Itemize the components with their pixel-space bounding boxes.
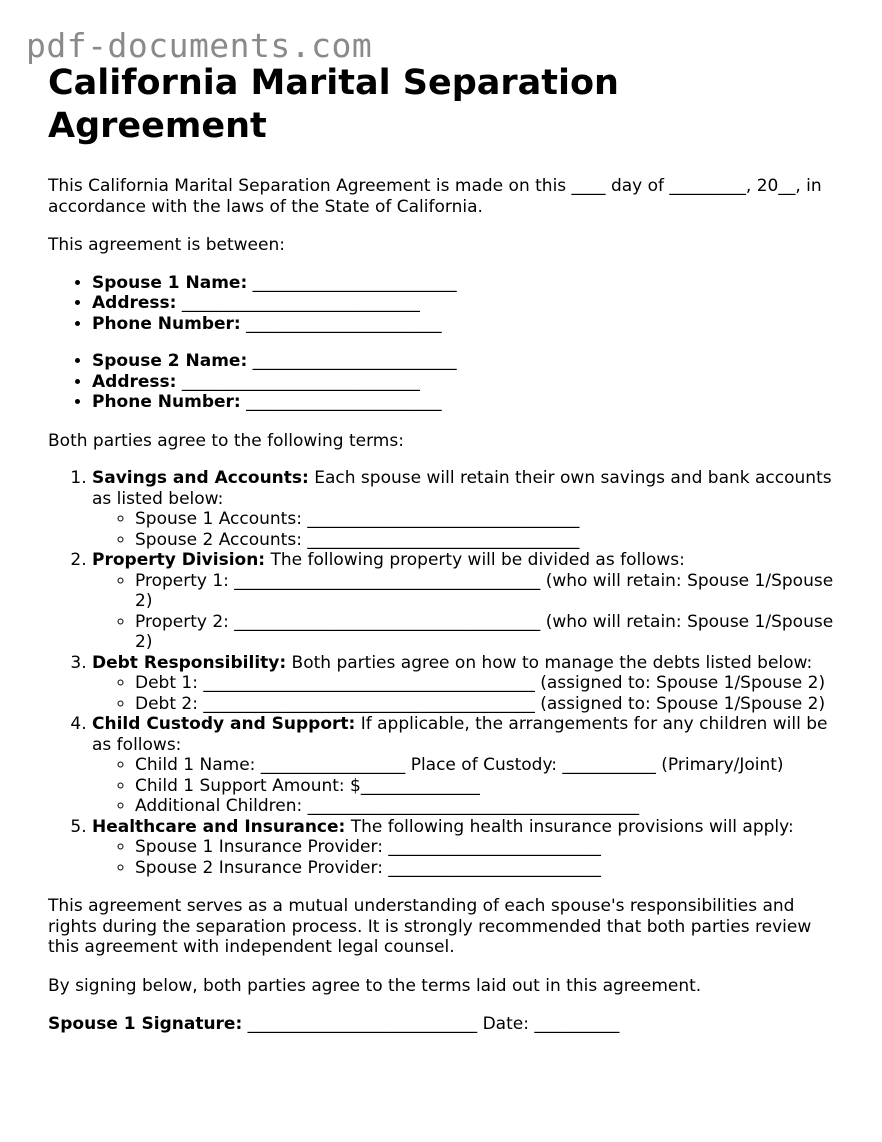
- term-items: [92, 837, 838, 878]
- spouse-2-address-field: [92, 372, 838, 393]
- term-items: [92, 509, 838, 550]
- spouse-1-phone-field: [92, 314, 838, 335]
- document-title: California Marital Separation Agreement: [48, 63, 619, 146]
- term-property: [92, 550, 838, 653]
- signing-paragraph: By signing below, both parties agree to the terms laid out in this agreement.: [48, 975, 702, 996]
- term-items: [92, 755, 838, 817]
- field-blank: ________________________: [247, 351, 457, 371]
- terms-list: [48, 468, 838, 878]
- term-items: [92, 571, 838, 653]
- term-item: ◦ Additional Children: _______________________________________: [135, 796, 838, 817]
- term-item: ◦ Property 1: ____________________________________ (who will retain: Spouse 1/Spouse 2): [135, 571, 838, 612]
- signature-label: Spouse 1 Signature:: [48, 1014, 243, 1034]
- document-page: [48, 62, 838, 1035]
- field-label: Phone Number:: [92, 392, 241, 412]
- intro-paragraph: This California Marital Separation Agreement is made on this ____ day of _________, 20__, in accordance with the laws of the State of California.: [48, 176, 822, 217]
- field-label: Address:: [92, 293, 177, 313]
- field-label: Spouse 2 Name:: [92, 351, 248, 371]
- between-paragraph: This agreement is between:: [48, 235, 285, 255]
- watermark: pdf-documents.com: [26, 26, 373, 65]
- term-text: If applicable, the arrangements for any children will be as follows:: [92, 714, 828, 755]
- field-label: Address:: [92, 371, 177, 392]
- term-item: ◦ Spouse 1 Insurance Provider: _________________________: [135, 837, 838, 858]
- term-item: ◦ Debt 2: _______________________________________ (assigned to: Spouse 1/Spouse 2): [135, 694, 838, 715]
- term-heading: Debt Responsibility:: [92, 652, 287, 673]
- term-child-custody: [92, 714, 838, 817]
- field-blank: _______________________: [240, 313, 442, 334]
- field-blank: ____________________________: [176, 371, 420, 392]
- term-text: Both parties agree on how to manage the debts listed below:: [286, 652, 813, 673]
- term-heading: Property Division:: [92, 550, 266, 570]
- term-item: ◦ Debt 1: _______________________________________ (assigned to: Spouse 1/Spouse 2): [135, 673, 838, 694]
- term-healthcare: [92, 817, 838, 879]
- term-item: ◦ Spouse 2 Accounts: ________________________________: [135, 530, 838, 551]
- signature-blank: ___________________________ Date: __________: [242, 1014, 620, 1034]
- term-text: The following property will be divided as follows:: [265, 550, 685, 570]
- term-item: ◦ Child 1 Support Amount: $______________: [135, 776, 838, 797]
- terms-intro: Both parties agree to the following terms:: [48, 430, 404, 451]
- spouse-2-name-field: [92, 351, 838, 372]
- term-heading: Child Custody and Support:: [92, 714, 356, 734]
- spouse-1-name-field: [92, 273, 838, 294]
- term-debt: [92, 653, 838, 715]
- term-heading: Healthcare and Insurance:: [92, 816, 346, 837]
- closing-paragraph: This agreement serves as a mutual understanding of each spouse's responsibilities and rights during the separation process. It is strongly recommended that both parties review this agreement with independent legal counsel.: [48, 896, 812, 957]
- term-savings: [92, 468, 838, 550]
- spouse-2-phone-field: [92, 392, 838, 413]
- term-item: ◦ Spouse 2 Insurance Provider: _________________________: [135, 858, 838, 879]
- field-label: Spouse 1 Name:: [92, 272, 248, 293]
- field-blank: _______________________: [240, 392, 442, 412]
- term-heading: Savings and Accounts:: [92, 468, 309, 488]
- field-blank: ____________________________: [176, 293, 420, 313]
- term-item: ◦ Property 2: ____________________________________ (who will retain: Spouse 1/Spouse 2): [135, 612, 838, 653]
- term-items: [92, 673, 838, 714]
- field-label: Phone Number:: [92, 313, 241, 334]
- term-item: ◦ Spouse 1 Accounts: ________________________________: [135, 509, 838, 530]
- spouse-2-details: [48, 351, 838, 413]
- spouse-1-address-field: [92, 293, 838, 314]
- field-blank: ________________________: [247, 272, 457, 293]
- term-text: Each spouse will retain their own savings and bank accounts as listed below:: [92, 468, 832, 509]
- term-text: The following health insurance provisions will apply:: [345, 816, 794, 837]
- term-item: ◦ Child 1 Name: _________________ Place of Custody: ___________ (Primary/Joint): [135, 755, 838, 776]
- signature-line: [48, 1014, 838, 1035]
- spouse-1-details: [48, 273, 838, 335]
